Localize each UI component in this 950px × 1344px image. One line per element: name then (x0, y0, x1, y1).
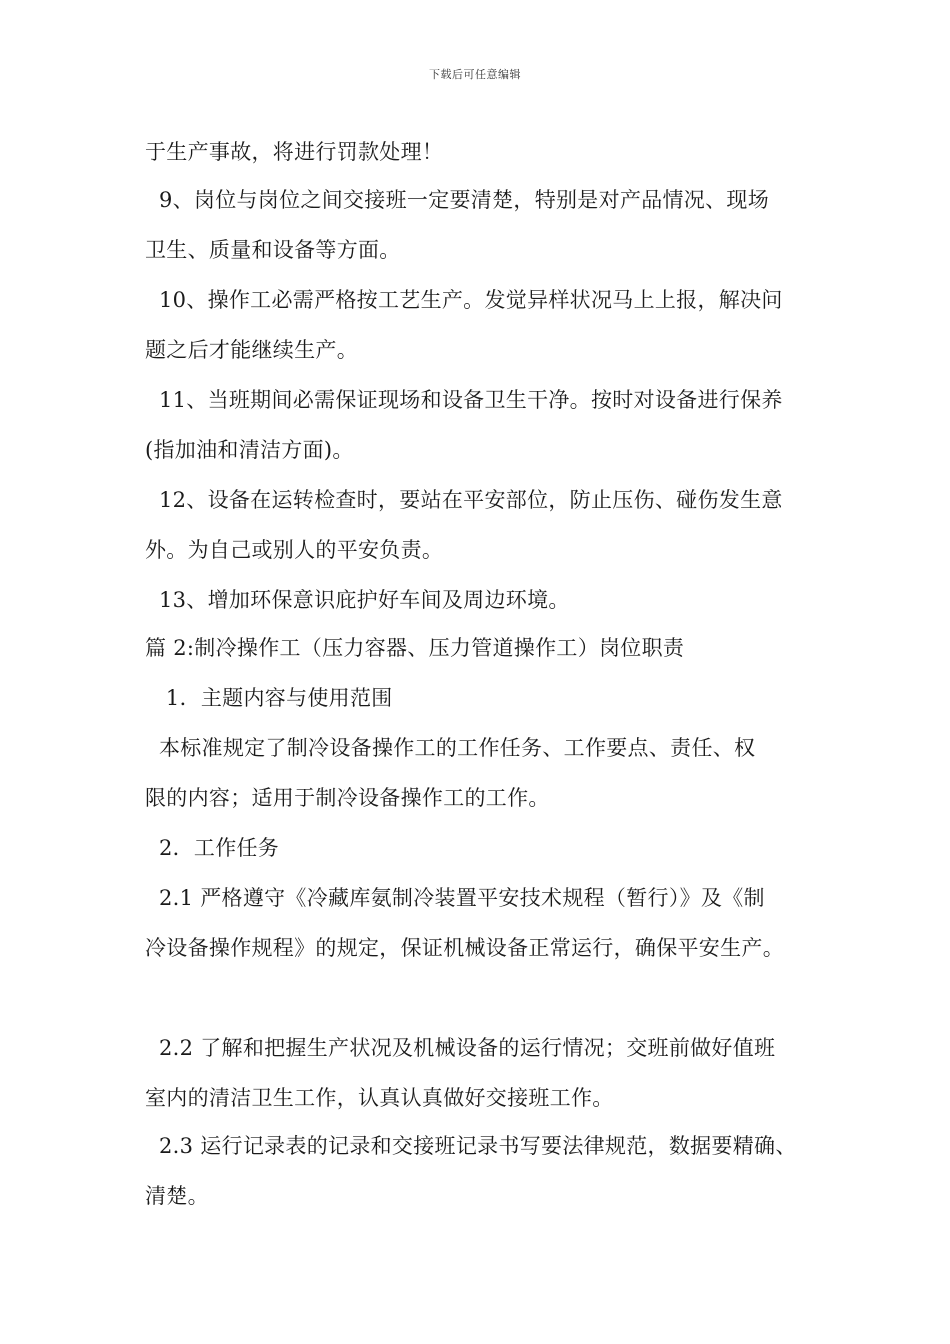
text-line: 2.1 严格遵守《冷藏库氨制冷装置平安技术规程（暂行）》及《制 (145, 886, 765, 910)
text-line: (指加油和清洁方面)。 (145, 438, 354, 462)
text-line: 本标准规定了制冷设备操作工的工作任务、工作要点、责任、权 (145, 736, 756, 760)
page-header: 下载后可任意编辑 (429, 68, 521, 81)
text-line: 题之后才能继续生产。 (145, 338, 358, 362)
text-line: 室内的清洁卫生工作，认真认真做好交接班工作。 (145, 1086, 614, 1110)
section-heading: 篇 2:制冷操作工（压力容器、压力管道操作工）岗位职责 (145, 636, 685, 660)
text-line: 外。为自己或别人的平安负责。 (145, 538, 444, 562)
text-line: 9、岗位与岗位之间交接班一定要清楚，特别是对产品情况、现场 (145, 188, 770, 212)
text-line: 2．工作任务 (145, 836, 280, 860)
text-line: 13、增加环保意识庇护好车间及周边环境。 (145, 588, 570, 612)
text-line: 清楚。 (145, 1184, 209, 1208)
text-line: 2.2 了解和把握生产状况及机械设备的运行情况；交班前做好值班 (145, 1036, 776, 1060)
text-line: 冷设备操作规程》的规定，保证机械设备正常运行，确保平安生产。 (145, 936, 784, 960)
text-line: 1．主题内容与使用范围 (145, 686, 393, 710)
text-line: 限的内容；适用于制冷设备操作工的工作。 (145, 786, 550, 810)
text-line: 卫生、质量和设备等方面。 (145, 238, 401, 262)
text-line: 10、操作工必需严格按工艺生产。发觉异样状况马上上报，解决问 (145, 288, 783, 312)
text-line: 于生产事故，将进行罚款处理！ (145, 140, 444, 164)
text-line: 12、设备在运转检查时，要站在平安部位，防止压伤、碰伤发生意 (145, 488, 783, 512)
text-line: 2.3 运行记录表的记录和交接班记录书写要法律规范，数据要精确、 (145, 1134, 797, 1158)
text-line: 11、当班期间必需保证现场和设备卫生干净。按时对设备进行保养 (145, 388, 783, 412)
